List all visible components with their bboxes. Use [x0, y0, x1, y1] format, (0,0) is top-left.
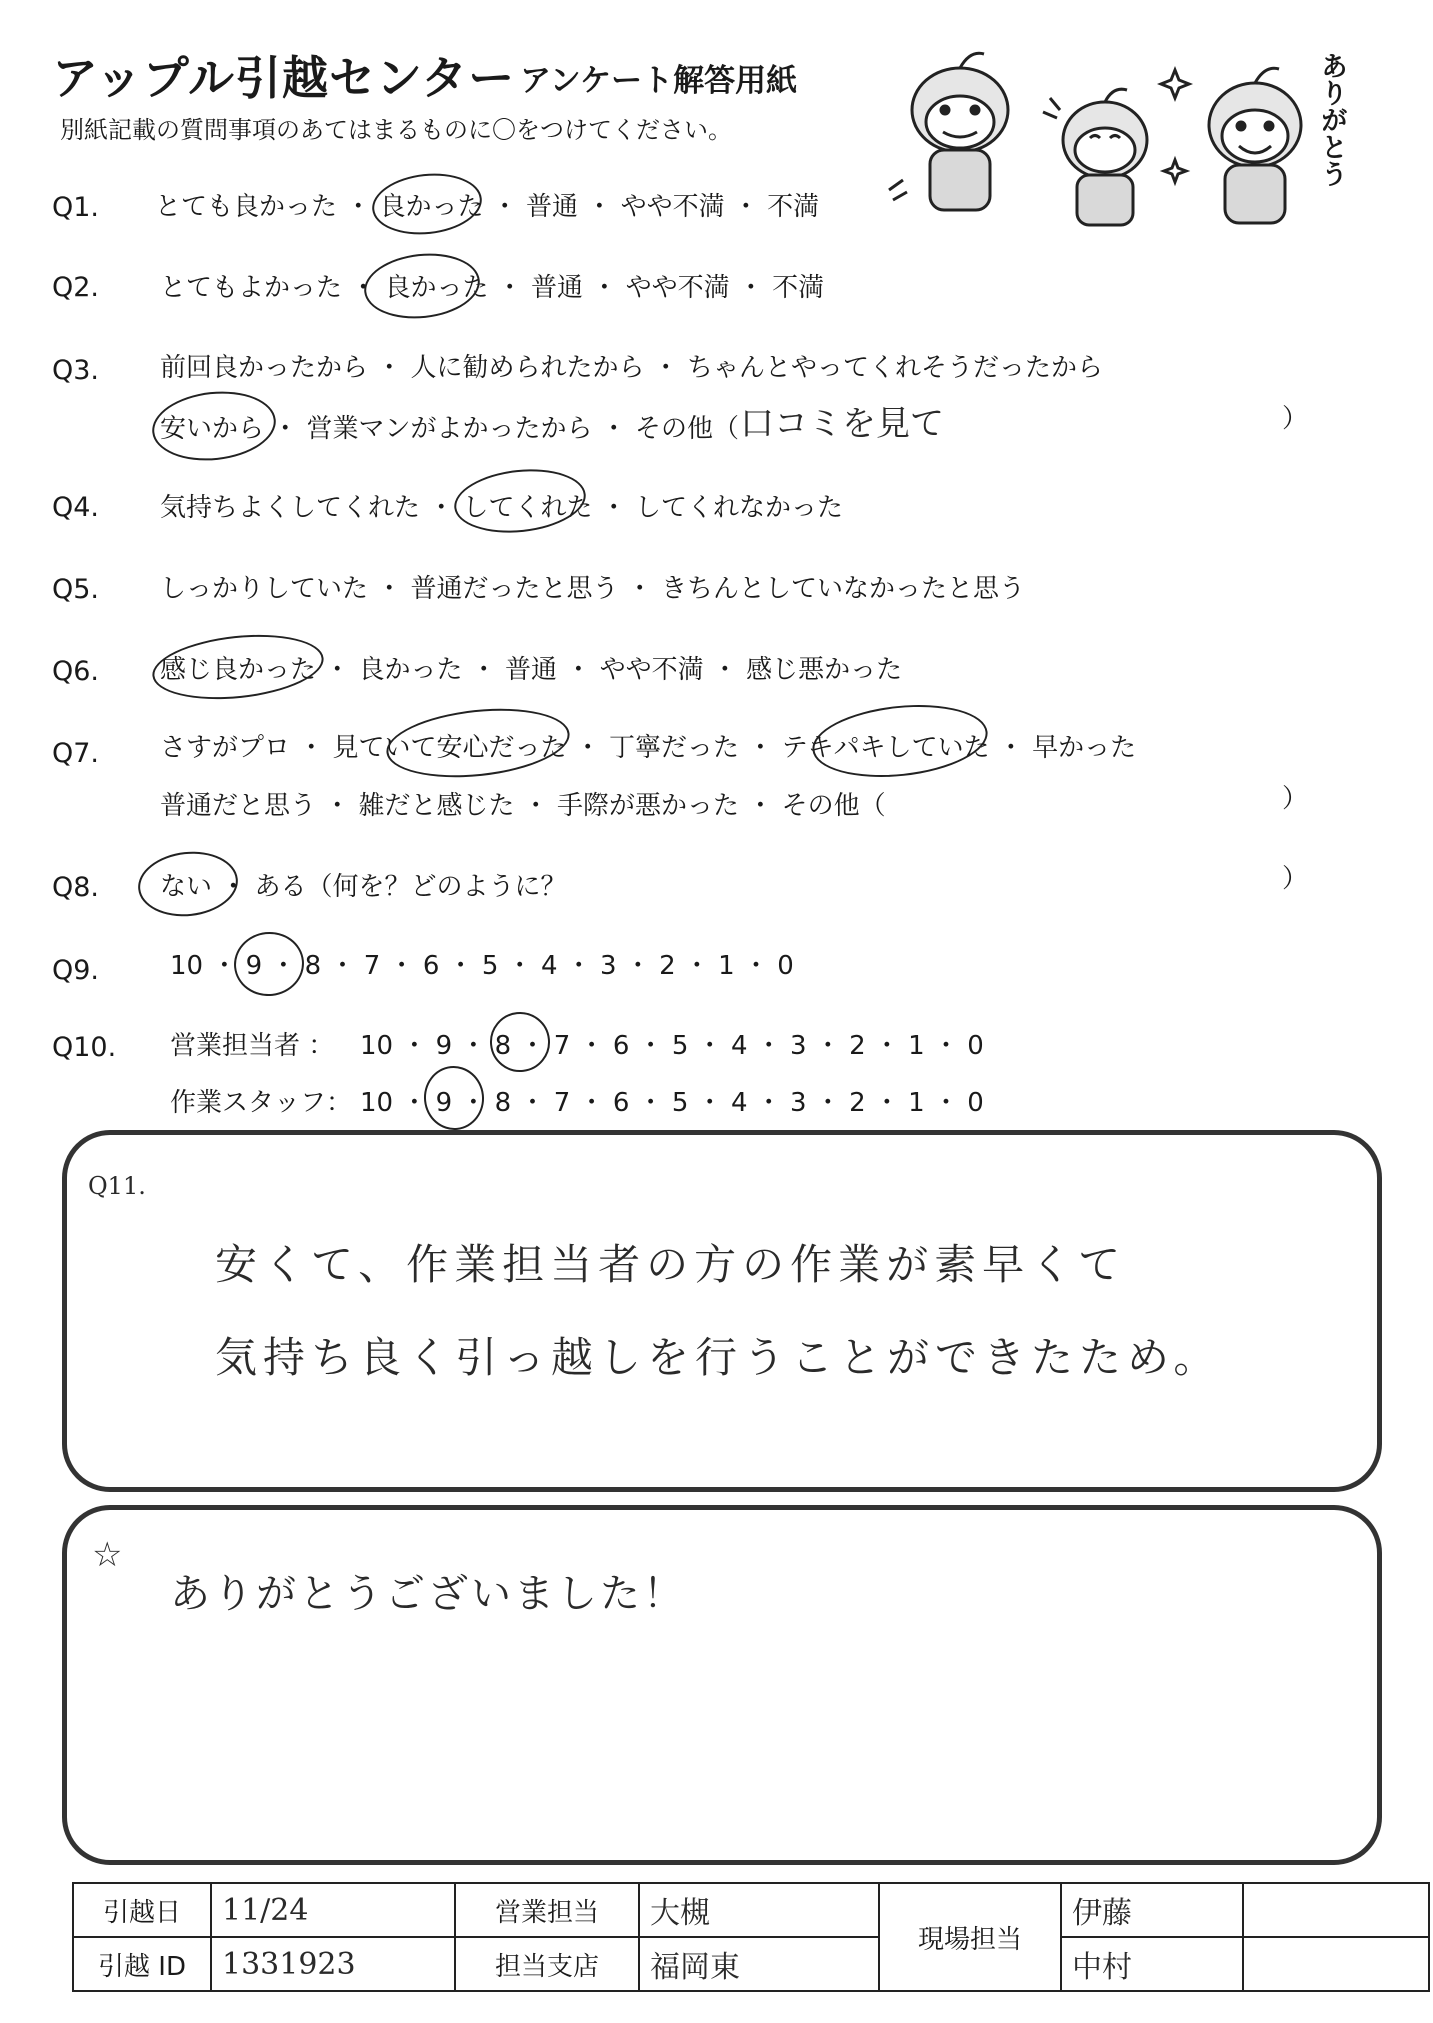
q7-selection-circle-2 [809, 697, 991, 785]
q8-selection-circle [135, 847, 241, 921]
q3-selection-circle [149, 386, 279, 467]
move-id-label: 引越 ID [73, 1937, 211, 1991]
q7-options-line2: 普通だと思う ・ 雑だと感じた ・ 手際が悪かった ・ その他（ [160, 791, 886, 821]
q6-options: 感じ良かった ・ 良かった ・ 普通 ・ やや不満 ・ 感じ悪かった [160, 655, 903, 685]
comment-box [62, 1505, 1382, 1865]
branch-label: 担当支店 [455, 1937, 639, 1991]
q8-close-paren: ） [1282, 864, 1309, 894]
q1-selection-circle [369, 168, 485, 239]
sales-rep-label: 営業担当 [455, 1883, 639, 1937]
form-subtitle: アンケート解答用紙 [520, 63, 798, 99]
empty-cell-2 [1243, 1937, 1429, 1991]
q5-label: Q5. [52, 574, 100, 605]
q6-selection-circle [149, 627, 327, 707]
sales-rep-value: 大槻 [639, 1883, 879, 1937]
mascot-1-icon [889, 53, 1008, 210]
q9-options: 10 ・ 9 ・ 8 ・ 7 ・ 6 ・ 5 ・ 4 ・ 3 ・ 2 ・ 1 ・ 0 [170, 951, 794, 981]
q10-label: Q10. [52, 1032, 117, 1063]
q4-selection-circle [451, 463, 589, 538]
site-staff-value-1: 伊藤 [1061, 1883, 1243, 1937]
move-date-value: 11/24 [211, 1883, 455, 1937]
q3-other-handwritten: 口コミを見て [740, 404, 944, 444]
q2-label: Q2. [52, 272, 100, 303]
info-row-2 [73, 1937, 1429, 1991]
company-title: アップル引越センター [52, 51, 516, 105]
q10-sales-options: 10 ・ 9 ・ 8 ・ 7 ・ 6 ・ 5 ・ 4 ・ 3 ・ 2 ・ 1 ・ 0 [360, 1031, 984, 1061]
q10-staff-options: 10 ・ 9 ・ 8 ・ 7 ・ 6 ・ 5 ・ 4 ・ 3 ・ 2 ・ 1 ・ 0 [360, 1088, 984, 1118]
q7-selection-circle-1 [383, 701, 573, 786]
q3-options-line2: 安いから ・ 営業マンがよかったから ・ その他（ [160, 414, 740, 444]
q11-answer-line2: 気持ち良く引っ越しを行うことができたため。 [215, 1333, 1222, 1382]
q4-options: 気持ちよくしてくれた ・ してくれた ・ してくれなかった [160, 493, 844, 523]
q2-selection-circle [361, 248, 483, 324]
q11-answer-box [62, 1130, 1382, 1492]
branch-value: 福岡東 [639, 1937, 879, 1991]
q7-label: Q7. [52, 738, 100, 769]
thanks-vertical-text: ありがとう [1316, 52, 1347, 187]
q10-staff-selection-circle [421, 1063, 487, 1133]
q7-close-paren: ） [1282, 784, 1309, 814]
empty-cell-1 [1243, 1883, 1429, 1937]
mascot-3-icon [1209, 68, 1301, 223]
site-staff-value-2: 中村 [1061, 1937, 1243, 1991]
q11-answer-line1: 安くて、作業担当者の方の作業が素早くて [215, 1240, 1127, 1289]
comment-text: ありがとうございました！ [170, 1571, 686, 1617]
q8-label: Q8. [52, 872, 100, 903]
q3-close-paren: ） [1282, 404, 1309, 434]
q10-sales-selection-circle [487, 1009, 553, 1075]
mascot-illustration [875, 40, 1345, 240]
q4-label: Q4. [52, 492, 100, 523]
q10-staff-label: 作業スタッフ： [170, 1088, 353, 1118]
q2-options: とてもよかった ・ 良かった ・ 普通 ・ やや不満 ・ 不満 [160, 273, 825, 303]
q8-options: ない ・ ある（何を？どのように？ [160, 872, 567, 902]
star-icon: ☆ [92, 1535, 123, 1575]
q3-options-line1: 前回良かったから ・ 人に勧められたから ・ ちゃんとやってくれそうだったから [160, 353, 1104, 383]
q6-label: Q6. [52, 656, 100, 687]
q5-options: しっかりしていた ・ 普通だったと思う ・ きちんとしていなかったと思う [160, 574, 1026, 604]
mascot-2-icon [1043, 89, 1147, 225]
q1-label: Q1. [52, 192, 100, 223]
q7-options-line1: さすがプロ ・ 見ていて安心だった ・ 丁寧だった ・ テキパキしていた ・ 早かった [160, 733, 1137, 763]
q9-label: Q9. [52, 955, 100, 986]
move-info-table [72, 1882, 1430, 1992]
q9-selection-circle [231, 929, 307, 1000]
q10-sales-label: 営業担当者 ： [170, 1031, 335, 1061]
instruction-text: 別紙記載の質問事項のあてはまるものに〇をつけてください。 [60, 116, 732, 144]
q1-options: とても良かった ・ 良かった ・ 普通 ・ やや不満 ・ 不満 [155, 192, 820, 222]
move-id-value: 1331923 [211, 1937, 455, 1991]
q11-label: Q11. [88, 1172, 146, 1200]
info-row-1 [73, 1883, 1429, 1937]
q3-label: Q3. [52, 355, 100, 386]
site-staff-label: 現場担当 [879, 1883, 1061, 1991]
move-date-label: 引越日 [73, 1883, 211, 1937]
